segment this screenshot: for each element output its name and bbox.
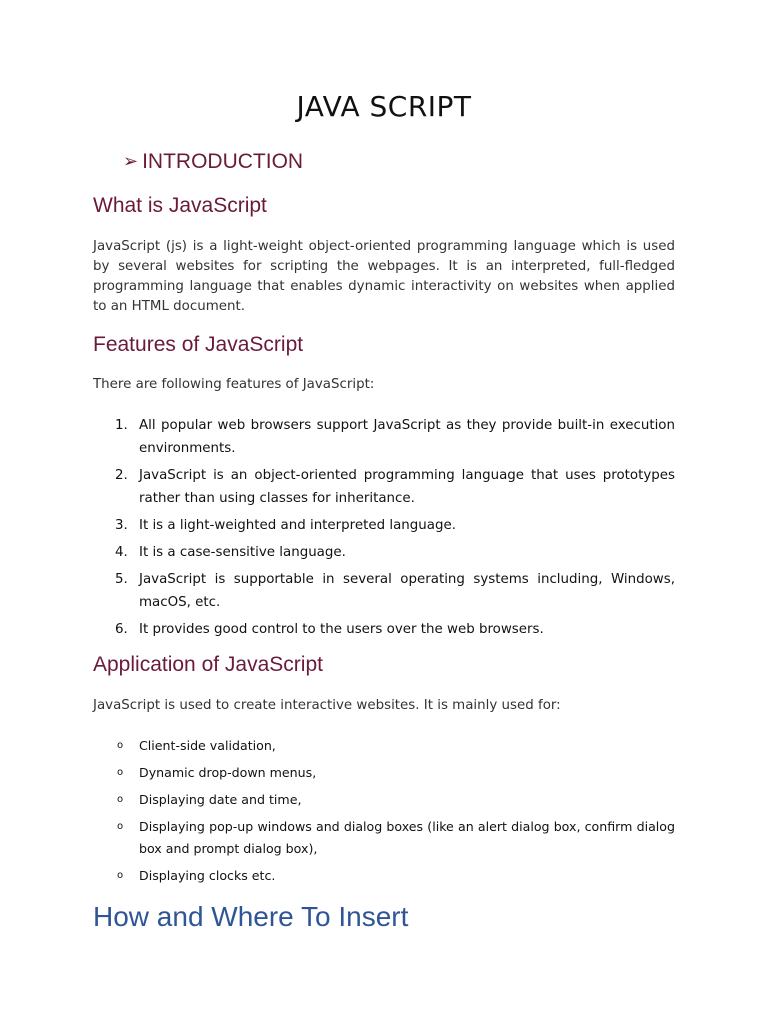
- list-item-text: All popular web browsers support JavaScript as they provide built-in execution environments.: [139, 418, 675, 456]
- list-item-text: Displaying date and time,: [139, 792, 302, 807]
- circle-bullet-icon: o: [117, 767, 124, 778]
- list-item-text: JavaScript is supportable in several operating systems including, Windows, macOS, etc.: [139, 572, 675, 610]
- features-heading: Features of JavaScript: [93, 333, 304, 356]
- features-list: [93, 414, 675, 645]
- features-intro: There are following features of JavaScript:: [93, 377, 375, 392]
- list-number: 4.: [115, 545, 128, 560]
- list-item-text: It is a case-sensitive language.: [139, 545, 346, 560]
- list-number: 6.: [115, 622, 128, 637]
- application-heading: Application of JavaScript: [93, 653, 323, 676]
- list-item: [93, 414, 675, 460]
- application-list: [93, 735, 675, 892]
- list-item: [93, 514, 675, 537]
- list-number: 3.: [115, 518, 128, 533]
- what-is-paragraph: JavaScript (js) is a light-weight object-oriented programming language which is used by several websites for scripting the webpages. It is an interpreted, full-fledged programming language that enables dynamic interactivity on websites when applied to an HTML document.: [93, 239, 675, 314]
- introduction-heading: [123, 150, 303, 174]
- list-item: [93, 541, 675, 564]
- list-item: [93, 568, 675, 614]
- list-item: [93, 789, 675, 811]
- list-item-text: Displaying pop-up windows and dialog boxes (like an alert dialog box, confirm dialog box and prompt dialog box),: [139, 819, 675, 856]
- list-number: 2.: [115, 468, 128, 483]
- list-item: [93, 816, 675, 860]
- list-item-text: Dynamic drop-down menus,: [139, 765, 317, 780]
- list-item-text: Client-side validation,: [139, 738, 276, 753]
- list-item-text: JavaScript is an object-oriented programming language that uses prototypes rather than using classes for inheritance.: [139, 468, 675, 506]
- list-number: 1.: [115, 418, 128, 433]
- list-item: [93, 464, 675, 510]
- list-number: 5.: [115, 572, 128, 587]
- list-item-text: It is a light-weighted and interpreted language.: [139, 518, 456, 533]
- list-item: [93, 865, 675, 887]
- list-item-text: It provides good control to the users over the web browsers.: [139, 622, 544, 637]
- list-item-text: Displaying clocks etc.: [139, 868, 276, 883]
- how-where-heading: How and Where To Insert: [93, 901, 409, 932]
- document-title: JAVA SCRIPT: [296, 90, 472, 123]
- circle-bullet-icon: o: [117, 870, 124, 881]
- what-is-heading: What is JavaScript: [93, 194, 267, 217]
- circle-bullet-icon: o: [117, 740, 124, 751]
- list-item: [93, 735, 675, 757]
- introduction-label: INTRODUCTION: [142, 150, 304, 173]
- arrow-bullet-icon: ➢: [123, 151, 139, 171]
- list-item: [93, 762, 675, 784]
- circle-bullet-icon: o: [117, 821, 124, 832]
- list-item: [93, 618, 675, 641]
- circle-bullet-icon: o: [117, 794, 124, 805]
- application-intro: JavaScript is used to create interactive websites. It is mainly used for:: [93, 698, 561, 713]
